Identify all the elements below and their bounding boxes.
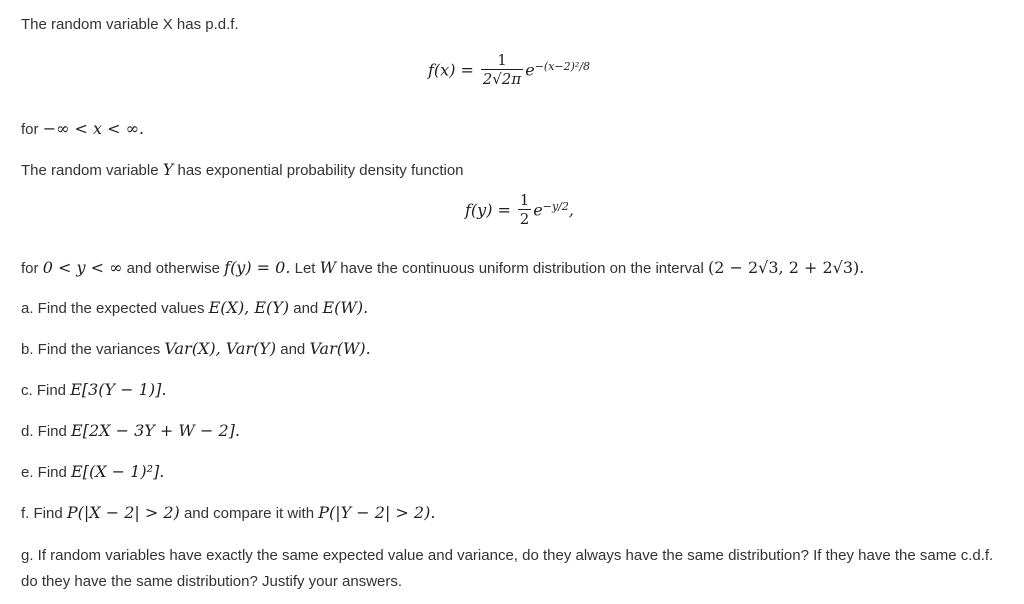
part-f-m2: P(|Y − 2| > 2).: [318, 503, 436, 522]
part-e-m1: E[(X − 1)²].: [71, 462, 165, 481]
uniform-m1: 0 < y < ∞: [42, 258, 123, 277]
eq2-exponent: −y/2: [542, 200, 569, 213]
intro-text: The random variable X has p.d.f.: [21, 16, 239, 33]
uniform-t1: for: [21, 260, 39, 277]
part-b-mid: and: [280, 341, 306, 358]
uniform-t2: and otherwise: [126, 260, 220, 277]
y-intro-prefix: The random variable: [21, 162, 159, 179]
eq1-numerator: 1: [497, 51, 507, 69]
eq2-denominator: 2: [519, 210, 530, 228]
part-a-mid: and: [293, 300, 319, 317]
part-e-prefix: e. Find: [21, 464, 67, 481]
pdf-x-equation: [428, 52, 590, 88]
part-f-m1: P(|X − 2| > 2): [66, 503, 180, 522]
part-b-m1: Var(X), Var(Y): [164, 339, 277, 358]
uniform-line: [21, 258, 864, 279]
domain-x-prefix: for: [21, 121, 39, 138]
part-f: [21, 503, 435, 524]
part-d-prefix: d. Find: [21, 423, 67, 440]
uniform-t3: Let: [294, 260, 316, 277]
eq1-fraction: [481, 52, 524, 88]
part-b-m2: Var(W).: [309, 339, 371, 358]
eq1-lhs: f(x) =: [428, 60, 474, 80]
part-d: [21, 421, 240, 442]
eq2-fraction: [518, 192, 532, 228]
part-c-m1: E[3(Y − 1)].: [70, 380, 167, 399]
part-a-m1: E(X), E(Y): [208, 298, 290, 317]
part-f-prefix: f. Find: [21, 505, 63, 522]
part-a-prefix: a. Find the expected values: [21, 300, 205, 317]
domain-x-line: [21, 119, 144, 140]
part-c: [21, 380, 166, 401]
eq1-denominator: 2√2π: [482, 70, 522, 88]
y-intro-var: Y: [162, 160, 174, 179]
part-d-m1: E[2X − 3Y + W − 2].: [71, 421, 240, 440]
part-f-mid: and compare it with: [183, 505, 315, 522]
part-a-m2: E(W).: [322, 298, 369, 317]
uniform-m4: (2 − 2√3, 2 + 2√3).: [708, 258, 865, 277]
eq2-base: e: [533, 200, 543, 220]
uniform-t4: have the continuous uniform distribution on the interval: [340, 260, 704, 277]
eq1-exponent: −(x−2)²/8: [534, 60, 591, 73]
y-intro-line: [21, 160, 464, 181]
eq2-trail: ,: [568, 200, 574, 220]
uniform-m3: W: [319, 258, 337, 277]
part-g: g. If random variables have exactly the same expected value and variance, do they always have the same distribution? If they have the same c.d.f. do they have the same distribution? Justify your answers.: [21, 547, 994, 590]
part-a: [21, 298, 368, 319]
part-c-prefix: c. Find: [21, 382, 67, 399]
domain-x-math: −∞ < x < ∞.: [42, 119, 145, 138]
part-b: [21, 339, 371, 360]
part-b-prefix: b. Find the variances: [21, 341, 161, 358]
eq1-base: e: [525, 60, 535, 80]
eq2-numerator: 1: [519, 191, 530, 209]
uniform-m2: f(y) = 0.: [224, 258, 291, 277]
eq2-lhs: f(y) =: [465, 200, 511, 220]
y-intro-suffix: has exponential probability density function: [177, 162, 464, 179]
pdf-y-equation: [465, 192, 574, 228]
part-e: [21, 462, 164, 483]
